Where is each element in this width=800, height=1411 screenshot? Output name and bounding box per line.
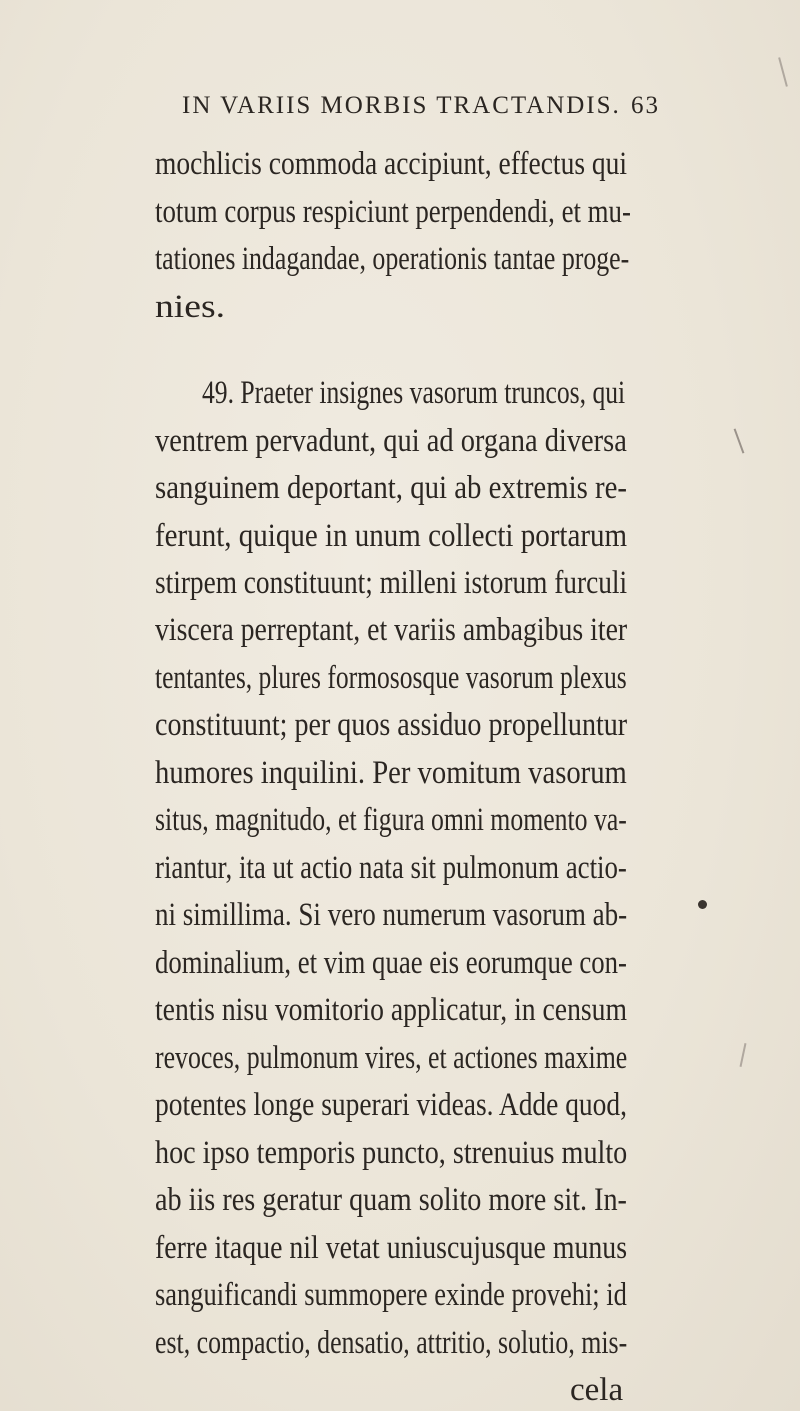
- text-line: hoc ipso temporis puncto, strenuius multo: [155, 1135, 628, 1171]
- text-line: mochlicis commoda accipiunt, effectus qui: [155, 146, 628, 182]
- text-line: ferre itaque nil vetat uniuscujusque munus: [155, 1230, 628, 1266]
- text-line: humores inquilini. Per vomitum vasorum: [155, 755, 627, 791]
- text-line: tentantes, plures formososque vasorum plexus: [155, 660, 627, 696]
- text-line: 49. Praeter insignes vasorum truncos, qui: [202, 375, 626, 411]
- text-line: ab iis res geratur quam solito more sit. In-: [155, 1182, 627, 1218]
- text-line: sanguificandi summopere exinde provehi; id: [155, 1277, 627, 1313]
- text-line: stirpem constituunt; milleni istorum furculi: [155, 565, 628, 601]
- text-line: situs, magnitudo, et figura omni momento va-: [155, 802, 627, 838]
- running-title: IN VARIIS MORBIS TRACTANDIS.: [182, 92, 621, 119]
- text-line: totum corpus respiciunt perpendendi, et mu-: [155, 194, 631, 230]
- text-line: nies.: [155, 289, 226, 325]
- text-line: revoces, pulmonum vires, et actiones maxime: [155, 1040, 628, 1076]
- text-line: ventrem pervadunt, qui ad organa diversa: [155, 423, 627, 459]
- catchword: cela: [570, 1372, 624, 1408]
- text-line: est, compactio, densatio, attritio, solutio, mis-: [155, 1325, 628, 1361]
- text-line: sanguinem deportant, qui ab extremis re-: [155, 470, 628, 506]
- text-line: tationes indagandae, operationis tantae proge-: [155, 241, 630, 277]
- text-line: ferunt, quique in unum collecti portarum: [155, 518, 628, 554]
- text-line: potentes longe superari videas. Adde quod,: [155, 1087, 627, 1123]
- text-line: viscera perreptant, et variis ambagibus iter: [155, 612, 628, 648]
- text-line: ni simillima. Si vero numerum vasorum ab-: [155, 897, 628, 933]
- text-line: dominalium, et vim quae eis eorumque con-: [155, 945, 627, 981]
- text-line: constituunt; per quos assiduo propelluntur: [155, 707, 628, 743]
- text-line: tentis nisu vomitorio applicatur, in censum: [155, 992, 628, 1028]
- text-line: riantur, ita ut actio nata sit pulmonum actio-: [155, 850, 627, 886]
- page-number: 63: [631, 92, 660, 119]
- margin-mark: [698, 900, 707, 909]
